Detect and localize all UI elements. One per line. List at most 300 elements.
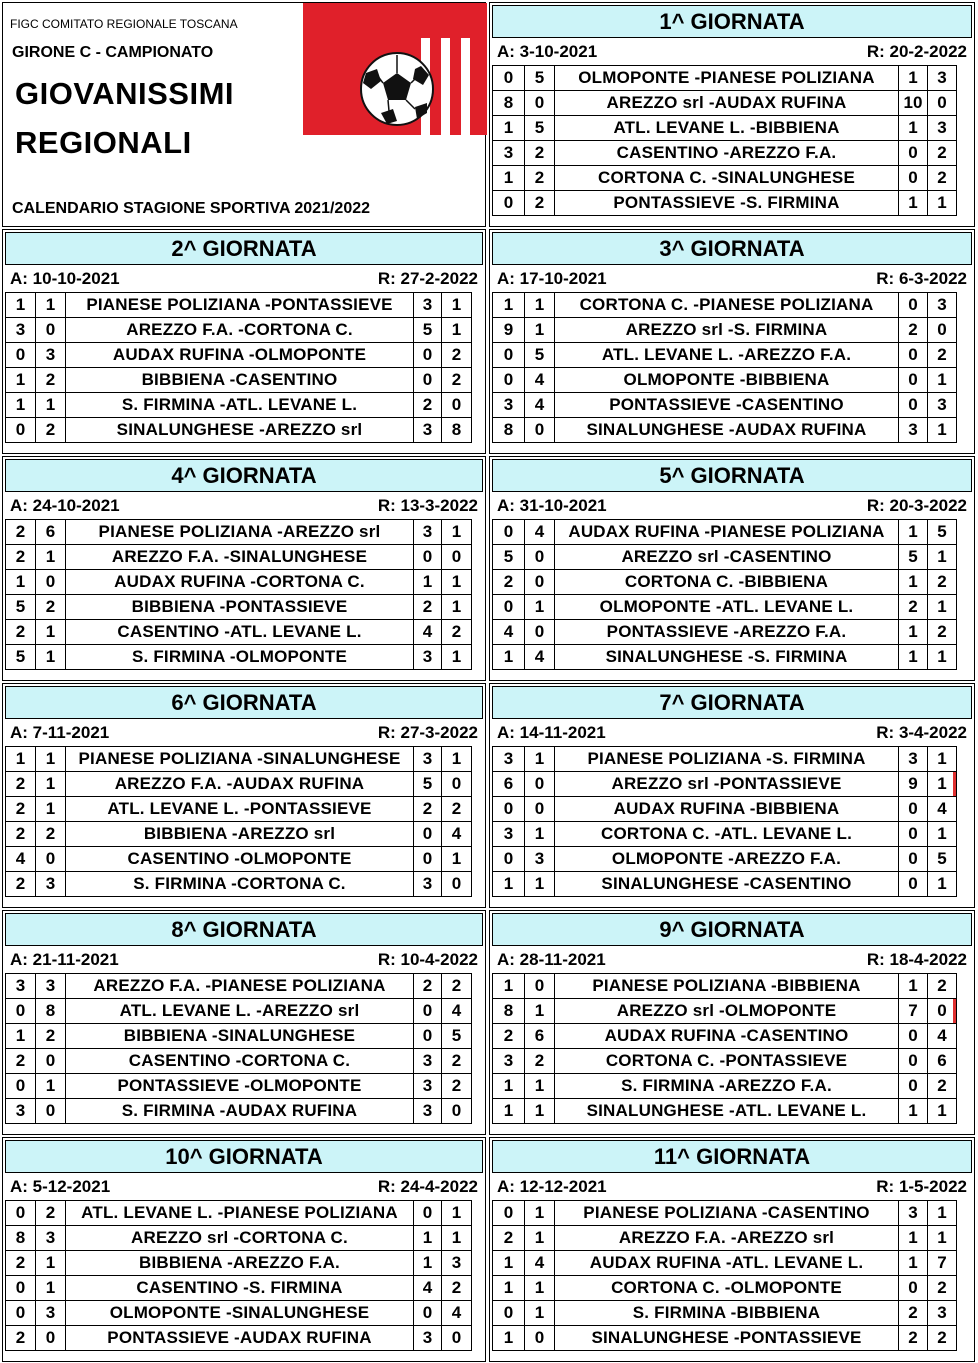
andata-away-goals: 1 xyxy=(525,822,555,847)
andata-home-goals: 5 xyxy=(6,595,36,620)
ritorno-date: R: 24-4-2022 xyxy=(377,1177,478,1196)
ritorno-home-goals: 0 xyxy=(899,166,928,191)
andata-away-goals: 2 xyxy=(36,1024,66,1049)
match-row xyxy=(493,418,957,443)
round-dates xyxy=(5,948,483,972)
andata-date: A: 31-10-2021 xyxy=(497,496,607,515)
ritorno-away-goals: 2 xyxy=(928,570,957,595)
andata-home-goals: 2 xyxy=(6,797,36,822)
match-row xyxy=(6,1276,472,1301)
ritorno-away-goals: 2 xyxy=(442,974,472,999)
championship-title-line1: GIOVANISSIMI xyxy=(15,76,235,111)
ritorno-away-goals: 3 xyxy=(928,116,957,141)
round-dates xyxy=(492,40,972,64)
match-row xyxy=(493,116,957,141)
andata-away-goals: 0 xyxy=(36,847,66,872)
match-row xyxy=(493,1276,957,1301)
ritorno-home-goals: 1 xyxy=(899,1099,928,1124)
ritorno-home-goals: 1 xyxy=(899,1226,928,1251)
ritorno-home-goals: 0 xyxy=(899,393,928,418)
round-title: 4^ GIORNATA xyxy=(5,459,483,492)
andata-home-goals: 2 xyxy=(6,822,36,847)
andata-away-goals: 1 xyxy=(525,872,555,897)
andata-date: A: 3-10-2021 xyxy=(497,42,598,61)
ritorno-away-goals: 3 xyxy=(928,1301,957,1326)
match-teams: CORTONA C. -ATL. LEVANE L. xyxy=(555,822,899,847)
ritorno-home-goals: 1 xyxy=(899,520,928,545)
andata-home-goals: 0 xyxy=(493,797,525,822)
ritorno-away-goals: 1 xyxy=(442,1201,472,1226)
ritorno-home-goals: 0 xyxy=(414,368,442,393)
andata-home-goals: 3 xyxy=(6,318,36,343)
match-row xyxy=(493,1226,957,1251)
match-row xyxy=(6,393,472,418)
round-block xyxy=(489,683,975,908)
andata-away-goals: 0 xyxy=(36,1326,66,1351)
andata-home-goals: 2 xyxy=(6,772,36,797)
andata-home-goals: 0 xyxy=(493,595,525,620)
ritorno-home-goals: 0 xyxy=(414,343,442,368)
ritorno-away-goals: 2 xyxy=(928,974,957,999)
andata-home-goals: 2 xyxy=(6,520,36,545)
ritorno-date: R: 27-2-2022 xyxy=(377,269,478,288)
ritorno-home-goals: 7 xyxy=(899,999,928,1024)
andata-away-goals: 5 xyxy=(525,66,555,91)
andata-away-goals: 1 xyxy=(525,1276,555,1301)
ritorno-away-goals: 0 xyxy=(442,1326,472,1351)
matches-table xyxy=(492,519,957,670)
andata-away-goals: 1 xyxy=(525,999,555,1024)
andata-away-goals: 1 xyxy=(36,772,66,797)
match-teams: OLMOPONTE -BIBBIENA xyxy=(555,368,899,393)
match-teams: CASENTINO -OLMOPONTE xyxy=(66,847,414,872)
ritorno-home-goals: 10 xyxy=(899,91,928,116)
match-teams: CORTONA C. -BIBBIENA xyxy=(555,570,899,595)
match-row xyxy=(6,318,472,343)
round-block xyxy=(489,1137,975,1362)
ritorno-home-goals: 3 xyxy=(414,1326,442,1351)
andata-away-goals: 4 xyxy=(525,520,555,545)
ritorno-away-goals: 2 xyxy=(928,1326,957,1351)
match-row xyxy=(6,418,472,443)
ritorno-away-goals: 1 xyxy=(442,520,472,545)
andata-date: A: 17-10-2021 xyxy=(497,269,607,288)
andata-home-goals: 1 xyxy=(493,872,525,897)
matches-table xyxy=(492,65,957,216)
match-teams: AREZZO F.A. -AUDAX RUFINA xyxy=(66,772,414,797)
andata-home-goals: 2 xyxy=(6,1049,36,1074)
round-dates xyxy=(492,267,972,291)
match-row xyxy=(6,293,472,318)
match-teams: AUDAX RUFINA -BIBBIENA xyxy=(555,797,899,822)
round-title: 1^ GIORNATA xyxy=(492,5,972,38)
andata-home-goals: 2 xyxy=(6,545,36,570)
andata-away-goals: 4 xyxy=(525,645,555,670)
match-teams: AREZZO srl -OLMOPONTE xyxy=(555,999,899,1024)
round-title: 5^ GIORNATA xyxy=(492,459,972,492)
ritorno-home-goals: 1 xyxy=(899,116,928,141)
match-row xyxy=(6,1099,472,1124)
match-teams: AREZZO F.A. -SINALUNGHESE xyxy=(66,545,414,570)
match-row xyxy=(493,66,957,91)
round-block xyxy=(2,456,486,681)
ritorno-away-goals: 0 xyxy=(442,545,472,570)
andata-away-goals: 4 xyxy=(525,393,555,418)
match-teams: PIANESE POLIZIANA -PONTASSIEVE xyxy=(66,293,414,318)
match-row xyxy=(493,1301,957,1326)
round-block xyxy=(2,229,486,454)
andata-away-goals: 2 xyxy=(36,822,66,847)
ritorno-home-goals: 2 xyxy=(414,393,442,418)
andata-home-goals: 1 xyxy=(493,1276,525,1301)
match-teams: ATL. LEVANE L. -PIANESE POLIZIANA xyxy=(66,1201,414,1226)
match-row xyxy=(493,595,957,620)
ritorno-home-goals: 0 xyxy=(899,847,928,872)
match-teams: S. FIRMINA -BIBBIENA xyxy=(555,1301,899,1326)
ritorno-away-goals: 0 xyxy=(442,1099,472,1124)
andata-away-goals: 1 xyxy=(36,1276,66,1301)
ritorno-date: R: 3-4-2022 xyxy=(876,723,967,742)
andata-home-goals: 0 xyxy=(6,1201,36,1226)
ritorno-home-goals: 3 xyxy=(899,1201,928,1226)
andata-away-goals: 1 xyxy=(36,1251,66,1276)
andata-home-goals: 1 xyxy=(493,1251,525,1276)
match-row xyxy=(493,520,957,545)
match-teams: PIANESE POLIZIANA -CASENTINO xyxy=(555,1201,899,1226)
andata-away-goals: 0 xyxy=(525,91,555,116)
match-teams: OLMOPONTE -ATL. LEVANE L. xyxy=(555,595,899,620)
match-row xyxy=(6,1226,472,1251)
match-row xyxy=(6,570,472,595)
ritorno-away-goals: 0 xyxy=(928,999,957,1024)
ritorno-home-goals: 1 xyxy=(899,66,928,91)
match-teams: S. FIRMINA -ATL. LEVANE L. xyxy=(66,393,414,418)
ritorno-away-goals: 1 xyxy=(928,418,957,443)
andata-home-goals: 6 xyxy=(493,772,525,797)
match-teams: AUDAX RUFINA -CORTONA C. xyxy=(66,570,414,595)
match-teams: ATL. LEVANE L. -PONTASSIEVE xyxy=(66,797,414,822)
match-row xyxy=(493,847,957,872)
match-row xyxy=(493,1024,957,1049)
andata-away-goals: 0 xyxy=(525,974,555,999)
andata-away-goals: 1 xyxy=(525,318,555,343)
andata-home-goals: 3 xyxy=(6,974,36,999)
round-title: 10^ GIORNATA xyxy=(5,1140,483,1173)
round-dates xyxy=(492,721,972,745)
ritorno-away-goals: 1 xyxy=(928,595,957,620)
ritorno-away-goals: 2 xyxy=(442,797,472,822)
ritorno-away-goals: 3 xyxy=(928,393,957,418)
match-teams: AUDAX RUFINA -OLMOPONTE xyxy=(66,343,414,368)
match-teams: AREZZO srl -AUDAX RUFINA xyxy=(555,91,899,116)
ritorno-away-goals: 1 xyxy=(442,293,472,318)
andata-date: A: 28-11-2021 xyxy=(497,950,606,969)
match-teams: CASENTINO -AREZZO F.A. xyxy=(555,141,899,166)
ritorno-away-goals: 1 xyxy=(442,595,472,620)
ritorno-away-goals: 1 xyxy=(928,1201,957,1226)
andata-home-goals: 4 xyxy=(493,620,525,645)
ritorno-away-goals: 5 xyxy=(928,520,957,545)
match-row xyxy=(6,368,472,393)
matches-table xyxy=(492,746,957,897)
ritorno-away-goals: 0 xyxy=(442,872,472,897)
ritorno-away-goals: 2 xyxy=(928,1276,957,1301)
match-teams: AUDAX RUFINA -PIANESE POLIZIANA xyxy=(555,520,899,545)
ritorno-home-goals: 1 xyxy=(899,191,928,216)
match-row xyxy=(6,1251,472,1276)
ritorno-home-goals: 0 xyxy=(899,1276,928,1301)
andata-away-goals: 2 xyxy=(36,368,66,393)
match-teams: AREZZO F.A. -AREZZO srl xyxy=(555,1226,899,1251)
match-teams: BIBBIENA -AREZZO F.A. xyxy=(66,1251,414,1276)
andata-date: A: 14-11-2021 xyxy=(497,723,606,742)
header-block xyxy=(2,2,486,227)
matches-table xyxy=(5,973,472,1124)
ritorno-away-goals: 2 xyxy=(442,343,472,368)
ritorno-home-goals: 0 xyxy=(414,545,442,570)
round-block xyxy=(2,1137,486,1362)
ritorno-away-goals: 2 xyxy=(442,1049,472,1074)
match-row xyxy=(493,772,957,797)
andata-home-goals: 1 xyxy=(493,1326,525,1351)
andata-away-goals: 1 xyxy=(525,1201,555,1226)
round-dates xyxy=(492,1175,972,1199)
andata-away-goals: 1 xyxy=(36,545,66,570)
match-row xyxy=(6,545,472,570)
matches-table xyxy=(492,1200,957,1351)
match-row xyxy=(493,797,957,822)
ritorno-away-goals: 2 xyxy=(442,1276,472,1301)
match-row xyxy=(493,1201,957,1226)
match-row xyxy=(493,1049,957,1074)
andata-home-goals: 2 xyxy=(493,1024,525,1049)
ritorno-home-goals: 0 xyxy=(899,293,928,318)
match-row xyxy=(6,1049,472,1074)
andata-home-goals: 0 xyxy=(6,1301,36,1326)
andata-away-goals: 1 xyxy=(525,1074,555,1099)
ritorno-away-goals: 3 xyxy=(442,1251,472,1276)
match-teams: PONTASSIEVE -S. FIRMINA xyxy=(555,191,899,216)
match-teams: PONTASSIEVE -AREZZO F.A. xyxy=(555,620,899,645)
match-row xyxy=(6,1074,472,1099)
andata-away-goals: 1 xyxy=(36,393,66,418)
andata-away-goals: 3 xyxy=(525,847,555,872)
match-row xyxy=(493,141,957,166)
match-row xyxy=(6,847,472,872)
match-teams: CASENTINO -S. FIRMINA xyxy=(66,1276,414,1301)
match-teams: ATL. LEVANE L. -BIBBIENA xyxy=(555,116,899,141)
andata-date: A: 12-12-2021 xyxy=(497,1177,607,1196)
ritorno-home-goals: 3 xyxy=(414,645,442,670)
match-row xyxy=(493,191,957,216)
match-row xyxy=(493,368,957,393)
match-row xyxy=(6,1201,472,1226)
match-teams: AREZZO F.A. -PIANESE POLIZIANA xyxy=(66,974,414,999)
ritorno-date: R: 20-3-2022 xyxy=(866,496,967,515)
match-teams: S. FIRMINA -AUDAX RUFINA xyxy=(66,1099,414,1124)
match-row xyxy=(6,343,472,368)
andata-home-goals: 1 xyxy=(493,974,525,999)
andata-home-goals: 1 xyxy=(493,645,525,670)
ritorno-home-goals: 0 xyxy=(414,1201,442,1226)
andata-home-goals: 0 xyxy=(6,999,36,1024)
round-block xyxy=(489,456,975,681)
ritorno-away-goals: 4 xyxy=(442,822,472,847)
round-dates xyxy=(492,948,972,972)
ritorno-away-goals: 1 xyxy=(928,645,957,670)
ritorno-home-goals: 0 xyxy=(899,1049,928,1074)
andata-away-goals: 5 xyxy=(525,343,555,368)
match-teams: BIBBIENA -AREZZO srl xyxy=(66,822,414,847)
ritorno-away-goals: 0 xyxy=(442,393,472,418)
match-row xyxy=(493,747,957,772)
ritorno-away-goals: 5 xyxy=(928,847,957,872)
andata-home-goals: 8 xyxy=(493,418,525,443)
ritorno-away-goals: 0 xyxy=(442,772,472,797)
ritorno-home-goals: 2 xyxy=(899,1326,928,1351)
andata-home-goals: 9 xyxy=(493,318,525,343)
round-title: 11^ GIORNATA xyxy=(492,1140,972,1173)
match-row xyxy=(6,772,472,797)
match-teams: PONTASSIEVE -AUDAX RUFINA xyxy=(66,1326,414,1351)
matches-table xyxy=(5,1200,472,1351)
andata-home-goals: 2 xyxy=(6,1326,36,1351)
andata-away-goals: 6 xyxy=(525,1024,555,1049)
round-title: 6^ GIORNATA xyxy=(5,686,483,719)
round-dates xyxy=(5,267,483,291)
match-row xyxy=(6,620,472,645)
ritorno-home-goals: 3 xyxy=(414,1099,442,1124)
round-block xyxy=(489,229,975,454)
ritorno-away-goals: 2 xyxy=(928,343,957,368)
andata-home-goals: 3 xyxy=(6,1099,36,1124)
ritorno-home-goals: 4 xyxy=(414,620,442,645)
andata-home-goals: 3 xyxy=(493,822,525,847)
match-teams: AUDAX RUFINA -CASENTINO xyxy=(555,1024,899,1049)
ritorno-home-goals: 4 xyxy=(414,1276,442,1301)
ritorno-away-goals: 2 xyxy=(442,1074,472,1099)
match-teams: SINALUNGHESE -S. FIRMINA xyxy=(555,645,899,670)
ritorno-home-goals: 0 xyxy=(899,1074,928,1099)
ritorno-home-goals: 3 xyxy=(899,418,928,443)
andata-home-goals: 3 xyxy=(493,393,525,418)
andata-away-goals: 1 xyxy=(36,620,66,645)
match-row xyxy=(6,974,472,999)
andata-home-goals: 1 xyxy=(493,166,525,191)
andata-away-goals: 0 xyxy=(36,318,66,343)
andata-home-goals: 2 xyxy=(6,872,36,897)
andata-away-goals: 1 xyxy=(525,747,555,772)
ritorno-home-goals: 3 xyxy=(414,1049,442,1074)
ritorno-date: R: 20-2-2022 xyxy=(866,42,967,61)
round-dates xyxy=(5,1175,483,1199)
match-row xyxy=(493,1099,957,1124)
ritorno-home-goals: 2 xyxy=(414,797,442,822)
andata-away-goals: 1 xyxy=(36,293,66,318)
match-row xyxy=(493,872,957,897)
ritorno-home-goals: 0 xyxy=(899,822,928,847)
ritorno-home-goals: 0 xyxy=(899,141,928,166)
round-dates xyxy=(492,494,972,518)
match-teams: PIANESE POLIZIANA -SINALUNGHESE xyxy=(66,747,414,772)
ritorno-home-goals: 9 xyxy=(899,772,928,797)
matches-table xyxy=(492,292,957,443)
ritorno-home-goals: 1 xyxy=(414,1251,442,1276)
ritorno-home-goals: 0 xyxy=(899,343,928,368)
match-row xyxy=(493,1326,957,1351)
match-teams: SINALUNGHESE -AREZZO srl xyxy=(66,418,414,443)
match-row xyxy=(493,1251,957,1276)
ritorno-date: R: 18-4-2022 xyxy=(866,950,967,969)
andata-away-goals: 1 xyxy=(525,1226,555,1251)
match-row xyxy=(493,393,957,418)
match-teams: AREZZO F.A. -CORTONA C. xyxy=(66,318,414,343)
andata-home-goals: 2 xyxy=(493,570,525,595)
match-row xyxy=(6,645,472,670)
match-teams: CORTONA C. -PIANESE POLIZIANA xyxy=(555,293,899,318)
match-row xyxy=(493,999,957,1024)
figc-logo-icon xyxy=(303,3,487,135)
andata-home-goals: 0 xyxy=(493,1301,525,1326)
ritorno-away-goals: 1 xyxy=(928,368,957,393)
andata-date: A: 21-11-2021 xyxy=(10,950,119,969)
ritorno-away-goals: 3 xyxy=(928,293,957,318)
andata-home-goals: 2 xyxy=(493,1226,525,1251)
match-teams: BIBBIENA -PONTASSIEVE xyxy=(66,595,414,620)
match-teams: AREZZO srl -S. FIRMINA xyxy=(555,318,899,343)
andata-away-goals: 0 xyxy=(36,1099,66,1124)
ritorno-away-goals: 3 xyxy=(928,66,957,91)
round-title: 9^ GIORNATA xyxy=(492,913,972,946)
match-teams: AREZZO srl -CORTONA C. xyxy=(66,1226,414,1251)
season-label: CALENDARIO STAGIONE SPORTIVA 2021/2022 xyxy=(12,200,371,217)
andata-home-goals: 0 xyxy=(493,847,525,872)
ritorno-away-goals: 5 xyxy=(442,1024,472,1049)
andata-away-goals: 2 xyxy=(36,418,66,443)
ritorno-home-goals: 0 xyxy=(899,368,928,393)
ritorno-home-goals: 3 xyxy=(414,872,442,897)
andata-away-goals: 0 xyxy=(36,1049,66,1074)
andata-away-goals: 2 xyxy=(525,141,555,166)
ritorno-home-goals: 5 xyxy=(899,545,928,570)
match-row xyxy=(6,822,472,847)
ritorno-away-goals: 2 xyxy=(928,620,957,645)
match-row xyxy=(493,974,957,999)
andata-home-goals: 0 xyxy=(493,191,525,216)
ritorno-away-goals: 0 xyxy=(928,318,957,343)
match-teams: CORTONA C. -OLMOPONTE xyxy=(555,1276,899,1301)
andata-away-goals: 0 xyxy=(525,570,555,595)
ritorno-home-goals: 1 xyxy=(899,974,928,999)
round-block xyxy=(489,2,975,227)
andata-away-goals: 2 xyxy=(525,191,555,216)
match-teams: PIANESE POLIZIANA -AREZZO srl xyxy=(66,520,414,545)
match-teams: PONTASSIEVE -OLMOPONTE xyxy=(66,1074,414,1099)
match-row xyxy=(6,1326,472,1351)
ritorno-away-goals: 1 xyxy=(928,772,957,797)
match-teams: PONTASSIEVE -CASENTINO xyxy=(555,393,899,418)
andata-date: A: 5-12-2021 xyxy=(10,1177,111,1196)
match-teams: OLMOPONTE -PIANESE POLIZIANA xyxy=(555,66,899,91)
ritorno-home-goals: 0 xyxy=(414,999,442,1024)
ritorno-away-goals: 4 xyxy=(442,1301,472,1326)
round-dates xyxy=(5,494,483,518)
round-title: 2^ GIORNATA xyxy=(5,232,483,265)
andata-home-goals: 5 xyxy=(493,545,525,570)
match-teams: SINALUNGHESE -PONTASSIEVE xyxy=(555,1326,899,1351)
andata-away-goals: 3 xyxy=(36,343,66,368)
ritorno-home-goals: 1 xyxy=(899,570,928,595)
